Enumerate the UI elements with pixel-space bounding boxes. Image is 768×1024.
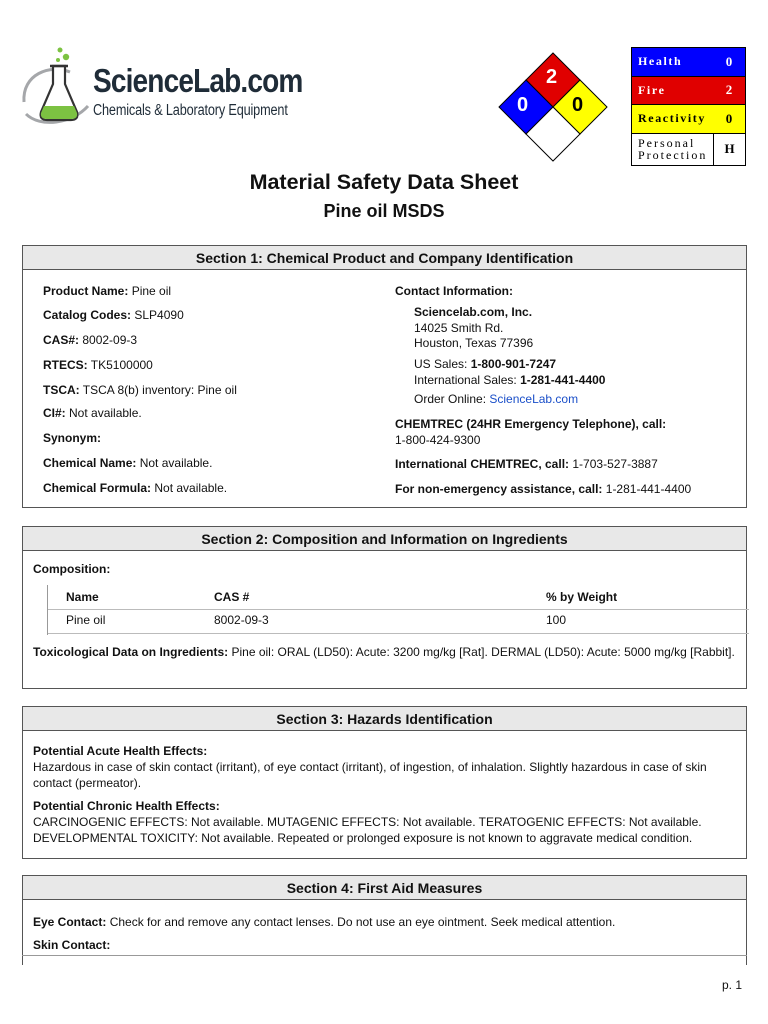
tox-label: Toxicological Data on Ingredients:: [33, 645, 229, 659]
intl-sales-label: International Sales:: [414, 373, 517, 387]
nfpa-reactivity-value: 0: [572, 94, 584, 116]
ci-field: [43, 406, 142, 420]
table-divider: [48, 633, 749, 634]
chemical-formula-field: [43, 481, 227, 495]
field-label: TSCA:: [43, 383, 80, 397]
nfpa-health-value: 0: [517, 94, 529, 116]
sciencelab-logo: [20, 44, 310, 134]
composition-table: [47, 585, 748, 635]
chemical-name-field: [43, 456, 212, 470]
hmis-reactivity-label: Reactivity: [638, 111, 706, 126]
chemtrec-label: CHEMTREC (24HR Emergency Telephone), call:: [395, 417, 667, 431]
company-name: Sciencelab.com, Inc.: [414, 305, 533, 319]
field-label: Catalog Codes:: [43, 308, 132, 322]
section-2-heading: Section 2: Composition and Information on Ingredients: [23, 527, 746, 551]
field-value: Pine oil: [131, 284, 172, 298]
field-label: Chemical Name:: [43, 456, 137, 470]
table-cell-weight: 100: [546, 613, 567, 627]
hmis-health-label: Health: [638, 54, 683, 69]
chronic-effects-text: CARCINOGENIC EFFECTS: Not available. MUTAGENIC EFFECTS: Not available. TERATOGENIC EFFECTS: Not available. DEVELOPMENTAL TOXICITY: Not available. Repeated or prolonged exposure is not known to aggravate medical condition.: [33, 815, 702, 845]
tsca-field: [43, 383, 237, 397]
toxicological-data: [33, 645, 738, 661]
page-subtitle: Pine oil MSDS: [323, 201, 445, 221]
nfpa-diamond: [498, 52, 608, 164]
us-sales-label: US Sales:: [414, 357, 468, 371]
table-header-weight: % by Weight: [546, 590, 618, 604]
field-label: CI#:: [43, 406, 66, 420]
order-online-link[interactable]: ScienceLab.com: [489, 392, 579, 406]
table-header-name: Name: [66, 590, 99, 604]
composition-label: Composition:: [33, 562, 111, 576]
table-header-cas: CAS #: [214, 590, 250, 604]
field-value: Not available.: [69, 406, 142, 420]
acute-effects-label: Potential Acute Health Effects:: [33, 744, 208, 758]
hmis-ppe-label-line2: Protection: [638, 148, 708, 162]
page-bottom-rule: [22, 955, 747, 956]
table-cell-cas: 8002-09-3: [214, 613, 269, 627]
intl-chemtrec: [395, 457, 658, 471]
chemtrec-phone: 1-800-424-9300: [395, 433, 481, 447]
eye-contact: [33, 915, 615, 929]
section-2: [22, 526, 747, 689]
hmis-fire-label: Fire: [638, 82, 666, 97]
eye-contact-text: Check for and remove any contact lenses. Do not use an eye ointment. Seek medical attention.: [109, 915, 616, 929]
order-online-label: Order Online:: [414, 392, 487, 406]
intl-sales-phone: 1-281-441-4400: [520, 373, 606, 387]
field-label: Synonym:: [43, 431, 102, 445]
intl-sales: [414, 373, 605, 387]
skin-contact-label: Skin Contact:: [33, 938, 111, 952]
contact-heading: Contact Information:: [395, 284, 513, 298]
nfpa-flammability-value: 2: [546, 66, 558, 88]
field-label: RTECS:: [43, 358, 88, 372]
table-divider: [48, 609, 749, 610]
order-online: [414, 392, 578, 406]
eye-contact-label: Eye Contact:: [33, 915, 107, 929]
hmis-ppe-row: [632, 134, 745, 165]
hmis-ppe-value: H: [713, 134, 745, 165]
table-cell-name: Pine oil: [66, 613, 106, 627]
rtecs-field: [43, 358, 153, 372]
hmis-health-value: 0: [725, 53, 733, 69]
field-value: Not available.: [154, 481, 228, 495]
field-label: CAS#:: [43, 333, 80, 347]
hmis-label: [631, 47, 746, 166]
nonemergency: [395, 482, 691, 496]
intl-chemtrec-phone: 1-703-527-3887: [572, 457, 658, 471]
section-3: [22, 706, 747, 859]
section-1-heading: Section 1: Chemical Product and Company Identification: [23, 246, 746, 270]
address-line1: 14025 Smith Rd.: [414, 321, 504, 335]
tox-text: Pine oil: ORAL (LD50): Acute: 3200 mg/kg [Rat]. DERMAL (LD50): Acute: 5000 mg/kg [Rabbit].: [231, 645, 735, 659]
flask-icon: [20, 44, 95, 134]
hmis-fire-row: [632, 77, 745, 106]
page-title: Material Safety Data Sheet: [249, 170, 519, 194]
section-1: [22, 245, 747, 508]
logo-brand-text: ScienceLab.com: [93, 62, 303, 99]
cas-field: [43, 333, 137, 347]
field-value: TSCA 8(b) inventory: Pine oil: [82, 383, 237, 397]
us-sales-phone: 1-800-901-7247: [470, 357, 557, 371]
field-label: Chemical Formula:: [43, 481, 152, 495]
field-value: Not available.: [139, 456, 213, 470]
field-label: Product Name:: [43, 284, 129, 298]
chronic-effects-label: Potential Chronic Health Effects:: [33, 799, 220, 813]
section-4: [22, 875, 747, 965]
nonemergency-label: For non-emergency assistance, call:: [395, 482, 603, 496]
nonemergency-phone: 1-281-441-4400: [605, 482, 692, 496]
page-number: p. 1: [722, 978, 743, 992]
logo-tagline: Chemicals & Laboratory Equipment: [93, 102, 288, 119]
acute-effects-text: Hazardous in case of skin contact (irritant), of eye contact (irritant), of ingestion, of inhalation. Slightly hazardous in case of skin contact (permeator).: [33, 760, 707, 790]
field-value: 8002-09-3: [82, 333, 138, 347]
hmis-health-row: [632, 48, 745, 77]
intl-chemtrec-label: International CHEMTREC, call:: [395, 457, 570, 471]
us-sales: [414, 357, 556, 371]
hmis-fire-value: 2: [725, 82, 733, 98]
field-value: SLP4090: [134, 308, 184, 322]
hmis-reactivity-row: [632, 105, 745, 134]
address-line2: Houston, Texas 77396: [414, 336, 534, 350]
catalog-codes-field: [43, 308, 184, 322]
section-3-heading: Section 3: Hazards Identification: [23, 707, 746, 731]
section-4-heading: Section 4: First Aid Measures: [23, 876, 746, 900]
hmis-reactivity-value: 0: [725, 110, 733, 126]
hmis-ppe-label: [632, 137, 713, 162]
hmis-ppe-label-line1: Personal: [638, 135, 696, 150]
field-value: TK5100000: [90, 358, 153, 372]
product-name-field: [43, 284, 171, 298]
synonym-field: [43, 431, 101, 445]
